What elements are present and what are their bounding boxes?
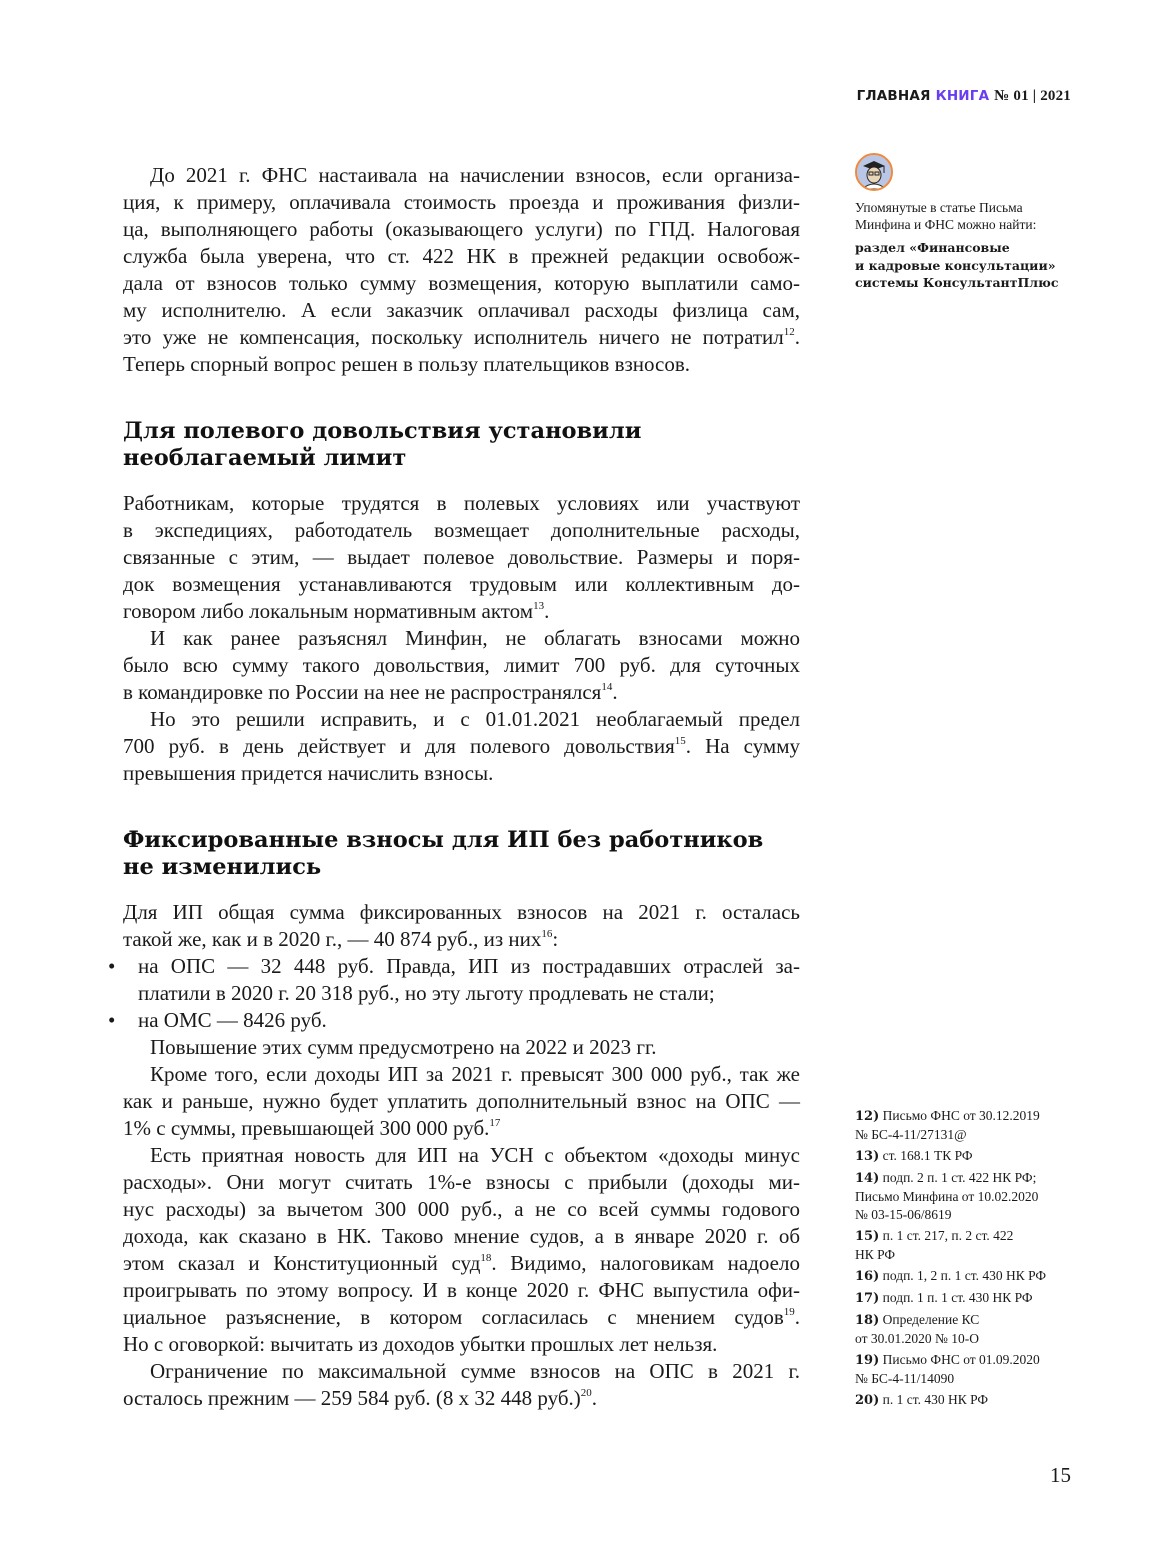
paragraph (123, 1358, 800, 1412)
footnote-line (855, 1391, 1075, 1410)
footnote-ref: 19 (783, 1306, 795, 1318)
paragraph (123, 1142, 800, 1358)
text-line (123, 652, 800, 679)
line-text-tail: . (591, 1386, 598, 1410)
text-line (123, 216, 800, 243)
footnote-line (855, 1188, 1075, 1206)
footnote (855, 1289, 1075, 1308)
footnote-line (855, 1206, 1075, 1224)
line-text: док возмещения устанавливаются трудовым или коллективным до- (123, 572, 800, 596)
bullet-item (108, 1007, 800, 1034)
footnote-line (855, 1370, 1075, 1388)
text-line (123, 926, 800, 953)
sidebar-note-source (855, 239, 1070, 292)
sidebar-line: Упомянутые в статье Письма (855, 200, 1023, 215)
paragraph (123, 490, 800, 625)
footnote-text: № БС-4-11/14090 (855, 1371, 955, 1386)
line-text: в экспедициях, работодатель возмещает дополнительные расходы, (123, 518, 800, 542)
footnote-line (855, 1147, 1075, 1166)
footnote (855, 1147, 1075, 1166)
text-line (123, 679, 800, 706)
footnote-ref: 12 (783, 326, 795, 338)
text-line (123, 1142, 800, 1169)
text-line (123, 980, 800, 1007)
footnote-text: № 03-15-06/8619 (855, 1207, 952, 1222)
text-line (123, 1358, 800, 1385)
brand-name-accent: КНИГА (935, 88, 990, 104)
line-text: такой же, как и в 2020 г., — 40 874 руб., из них (123, 927, 542, 951)
text-line (123, 733, 800, 760)
bullet-marker: • (108, 1008, 116, 1032)
text-line (123, 490, 800, 517)
section-heading (123, 418, 800, 472)
line-text: дохода, как сказано в НК. Таково мнение судов, а в январе 2020 г. об (123, 1224, 800, 1248)
text-line (123, 351, 800, 378)
line-text: на ОМС — 8426 руб. (138, 1008, 327, 1032)
section-heading (123, 827, 800, 881)
line-text: превышения придется начислить взносы. (123, 761, 494, 785)
footnote-text: Определение КС (882, 1312, 980, 1327)
footnote-ref: 16 (541, 928, 553, 940)
footnote-line (855, 1107, 1075, 1126)
issue-number: № 01 | 2021 (994, 88, 1071, 104)
footnote (855, 1311, 1075, 1348)
line-text: на ОПС — 32 448 руб. Правда, ИП из пострадавших отраслей за- (138, 954, 800, 978)
line-text: платили в 2020 г. 20 318 руб., но эту льготу продлевать не стали; (138, 981, 715, 1005)
line-text: Есть приятная новость для ИП на УСН с объектом «доходы минус (150, 1143, 800, 1167)
line-text-tail: . (544, 599, 550, 623)
text-line (123, 1169, 800, 1196)
paragraph (123, 706, 800, 787)
line-text: И как ранее разъяснял Минфин, не облагать взносами можно (150, 626, 800, 650)
line-text: это уже не компенсация, поскольку исполнитель ничего не потратил (123, 325, 784, 349)
text-line (108, 1007, 800, 1034)
text-line (123, 1250, 800, 1277)
text-line (123, 297, 800, 324)
line-text: 1% с суммы, превышающей 300 000 руб. (123, 1116, 490, 1140)
footnote-text: Письмо ФНС от 30.12.2019 (882, 1108, 1040, 1123)
footnote-ref: 18 (480, 1252, 492, 1264)
heading-line: Фиксированные взносы для ИП без работников (123, 827, 764, 853)
line-text-tail: . (794, 325, 800, 349)
heading-line: необлагаемый лимит (123, 445, 407, 471)
line-text: Но с оговоркой: вычитать из доходов убытки прошлых лет нельзя. (123, 1332, 718, 1356)
footnote-text: Письмо ФНС от 01.09.2020 (882, 1352, 1040, 1367)
text-line (123, 706, 800, 733)
heading-line: Для полевого довольствия установили (123, 418, 642, 444)
text-line (123, 1115, 800, 1142)
footnote-ref: 17 (489, 1117, 501, 1129)
footnote-text: НК РФ (855, 1247, 896, 1262)
professor-avatar-icon (855, 153, 893, 191)
brand-name: ГЛАВНАЯ (856, 88, 931, 104)
paragraph (123, 1061, 800, 1142)
line-text: проигрывать по этому вопросу. И в конце 2020 г. ФНС выпустила офи- (123, 1278, 800, 1302)
footnote-text: подп. 2 п. 1 ст. 422 НК РФ; (882, 1170, 1037, 1185)
footnote-line (855, 1330, 1075, 1348)
text-line (123, 270, 800, 297)
text-line (123, 1061, 800, 1088)
footnote-number: 13) (855, 1149, 880, 1164)
text-line (123, 189, 800, 216)
footnote-ref: 15 (674, 735, 686, 747)
heading-line: не изменились (123, 854, 322, 880)
line-text: служба была уверена, что ст. 422 НК в прежней редакции освобож- (123, 244, 800, 268)
line-text: говором либо локальным нормативным актом (123, 599, 534, 623)
line-text: этом сказал и Конституционный суд (123, 1251, 481, 1275)
sidebar-note (855, 199, 1070, 233)
text-line (108, 953, 800, 980)
line-text: Но это решили исправить, и с 01.01.2021 необлагаемый предел (150, 707, 800, 731)
article-body (108, 162, 800, 1412)
text-line (123, 899, 800, 926)
text-line (123, 1304, 800, 1331)
line-text-tail: . На сумму (685, 734, 800, 758)
sidebar-line: раздел «Финансовые (855, 240, 1010, 255)
footnote-number: 20) (855, 1393, 880, 1408)
footnote-line (855, 1246, 1075, 1264)
footnote-line (855, 1311, 1075, 1330)
bullet-marker: • (108, 954, 116, 978)
line-text: ца, выполняющего работы (оказывающего услуги) по ГПД. Налоговая (123, 217, 800, 241)
text-line (123, 1196, 800, 1223)
line-text-tail: . Видимо, налоговикам надоело (491, 1251, 800, 1275)
line-text-tail: . (612, 680, 618, 704)
footnote-line (855, 1267, 1075, 1286)
line-text: Теперь спорный вопрос решен в пользу плательщиков взносов. (123, 352, 691, 376)
line-text: Кроме того, если доходы ИП за 2021 г. превысят 300 000 руб., так же (150, 1062, 800, 1086)
footnote-line (855, 1169, 1075, 1188)
footnote-text: п. 1 ст. 217, п. 2 ст. 422 (882, 1228, 1014, 1243)
running-header (857, 88, 1071, 105)
text-line (123, 1034, 800, 1061)
footnote-text: Письмо Минфина от 10.02.2020 (855, 1189, 1039, 1204)
footnote (855, 1169, 1075, 1224)
footnote (855, 1391, 1075, 1410)
line-text: 700 руб. в день действует и для полевого довольствия (123, 734, 675, 758)
text-line (123, 571, 800, 598)
footnote-text: № БС-4-11/27131@ (855, 1127, 967, 1142)
paragraph (123, 625, 800, 706)
footnote (855, 1107, 1075, 1144)
bullet-item (108, 953, 800, 1007)
line-text: Для ИП общая сумма фиксированных взносов на 2021 г. осталась (123, 900, 800, 924)
paragraph (123, 162, 800, 378)
footnote (855, 1351, 1075, 1388)
footnote-ref: 14 (601, 681, 613, 693)
footnote-text: подп. 1, 2 п. 1 ст. 430 НК РФ (882, 1268, 1047, 1283)
text-line (123, 1223, 800, 1250)
footnote-number: 15) (855, 1229, 880, 1244)
footnote (855, 1227, 1075, 1264)
text-line (123, 517, 800, 544)
text-line (123, 243, 800, 270)
paragraph (123, 899, 800, 953)
footnote-line (855, 1289, 1075, 1308)
footnote-number: 12) (855, 1109, 880, 1124)
line-text-tail: : (552, 927, 559, 951)
line-text: циальное разъяснение, в котором согласилась с мнением судов (123, 1305, 784, 1329)
footnote (855, 1267, 1075, 1286)
sidebar-line: Минфина и ФНС можно найти: (855, 217, 1037, 232)
footnote-line (855, 1351, 1075, 1370)
footnote-text: ст. 168.1 ТК РФ (882, 1148, 973, 1163)
text-line (123, 1088, 800, 1115)
line-text: расходы». Они могут считать 1%-е взносы с прибыли (доходы ми- (123, 1170, 800, 1194)
footnote-number: 19) (855, 1353, 880, 1368)
footnote-number: 16) (855, 1269, 880, 1284)
text-line (123, 544, 800, 571)
paragraph (123, 1034, 800, 1061)
line-text: было всю сумму такого довольствия, лимит 700 руб. для суточных (123, 653, 800, 677)
footnote-line (855, 1126, 1075, 1144)
line-text: связанные с этим, — выдает полевое довольствие. Размеры и поря- (123, 545, 800, 569)
page-number: 15 (1050, 1463, 1071, 1487)
text-line (123, 324, 800, 351)
footnote-text: п. 1 ст. 430 НК РФ (882, 1392, 989, 1407)
footnote-number: 18) (855, 1313, 880, 1328)
footnote-line (855, 1227, 1075, 1246)
text-line (123, 1331, 800, 1358)
line-text: дала от взносов только сумму возмещения, которую выплатили само- (123, 271, 800, 295)
line-text: в командировке по России на нее не распространялся (123, 680, 602, 704)
line-text: До 2021 г. ФНС настаивала на начислении взносов, если организа- (150, 163, 800, 187)
footnote-text: подп. 1 п. 1 ст. 430 НК РФ (882, 1290, 1033, 1305)
sidebar-line: и кадровые консультации» (855, 257, 1056, 273)
footnotes (855, 1107, 1075, 1413)
line-text: осталось прежним — 259 584 руб. (8 х 32 448 руб.) (123, 1386, 581, 1410)
line-text: как и раньше, нужно будет уплатить дополнительный взнос на ОПС — (123, 1089, 800, 1113)
text-line (123, 162, 800, 189)
text-line (123, 625, 800, 652)
line-text: му исполнителю. А если заказчик оплачивал расходы физлица сам, (123, 298, 800, 322)
footnote-number: 17) (855, 1291, 880, 1306)
text-line (123, 760, 800, 787)
line-text: Работникам, которые трудятся в полевых условиях или участвуют (123, 491, 800, 515)
footnote-number: 14) (855, 1171, 880, 1186)
line-text: нус расходы) за вычетом 300 000 руб., а не со всей суммы годового (123, 1197, 800, 1221)
footnote-ref: 20 (580, 1387, 592, 1399)
text-line (123, 1277, 800, 1304)
footnote-ref: 13 (533, 600, 545, 612)
text-line (123, 1385, 800, 1412)
line-text-tail: . (794, 1305, 800, 1329)
sidebar-line: системы КонсультантПлюс (855, 275, 1059, 290)
text-line (123, 598, 800, 625)
line-text: ция, к примеру, оплачивала стоимость проезда и проживания физли- (123, 190, 800, 214)
footnote-text: от 30.01.2020 № 10-О (855, 1331, 979, 1346)
line-text: Повышение этих сумм предусмотрено на 2022 и 2023 гг. (150, 1035, 657, 1059)
line-text: Ограничение по максимальной сумме взносов на ОПС в 2021 г. (150, 1359, 800, 1383)
